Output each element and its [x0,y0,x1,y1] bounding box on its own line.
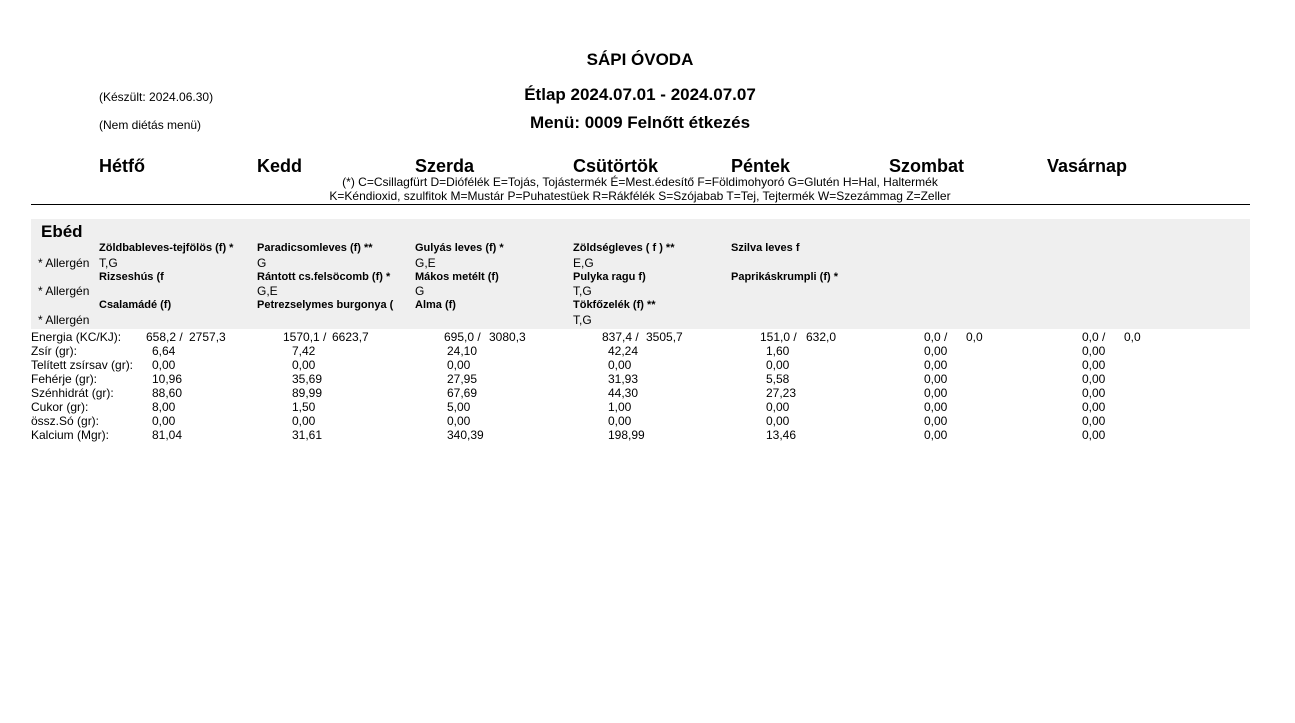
nutrition-value: 0,00 [766,400,790,414]
dish: Petrezselymes burgonya ( [257,299,394,311]
allergen-codes: T,G [99,256,118,270]
day-heading: Csütörtök [573,156,658,176]
nutrition-label: Kalcium (Mgr): [31,428,110,442]
nutrition-value: 0,00 [1082,344,1106,358]
nutrition-value: 340,39 [447,428,484,442]
menu-period: Étlap 2024.07.01 - 2024.07.07 [524,85,756,104]
dish: Paradicsomleves (f) ** [257,242,373,254]
allergen-label: * Allergén [38,313,90,327]
nutrition-value: 42,24 [608,344,639,358]
dish: Rántott cs.felsöcomb (f) * [257,271,391,283]
nutrition-value: 1,50 [292,400,316,414]
day-heading: Hétfő [99,156,145,176]
dish: Pulyka ragu f) [573,271,646,283]
nutrition-value: 88,60 [152,386,183,400]
nutrition-value: 10,96 [152,372,183,386]
nutrition-value: 0,00 [152,414,176,428]
energy-kcal: 695,0 / [444,330,481,344]
nutrition-value: 198,99 [608,428,645,442]
nutrition-label: Telített zsírsav (gr): [31,358,134,372]
nutrition-value: 0,00 [1082,386,1106,400]
nutrition-value: 0,00 [766,358,790,372]
nutrition-value: 1,60 [766,344,790,358]
dish: Mákos metélt (f) [415,271,499,283]
nutrition-value: 0,00 [1082,414,1106,428]
energy-kj: 0,0 [966,330,983,344]
nutrition-value: 0,00 [1082,428,1106,442]
nutrition-label: Zsír (gr): [31,344,77,358]
allergen-codes: T,G [573,284,592,298]
allergen-codes: E,G [573,256,594,270]
nutrition-value: 1,00 [608,400,632,414]
energy-kcal: 658,2 / [146,330,183,344]
nutrition-value: 0,00 [924,344,948,358]
menu-title: Menü: 0009 Felnőtt étkezés [529,113,751,132]
dish: Zöldbableves-tejfölös (f) * [99,242,234,254]
nutrition-value: 8,00 [152,400,176,414]
energy-kcal: 0,0 / [1082,330,1106,344]
nutrition-value: 0,00 [152,358,176,372]
nutrition-value: 0,00 [447,414,471,428]
nutrition-label: Szénhidrát (gr): [31,386,114,400]
nutrition-value: 44,30 [608,386,639,400]
energy-kcal: 837,4 / [602,330,639,344]
nutrition-label: Cukor (gr): [31,400,89,414]
dish: Alma (f) [415,299,456,311]
day-heading: Péntek [731,156,791,176]
nutrition-value: 27,23 [766,386,797,400]
dish: Gulyás leves (f) * [415,242,504,254]
allergen-label: * Allergén [38,284,90,298]
nutrition-label: Energia (KC/KJ): [31,330,122,344]
allergen-codes: G [415,284,425,298]
day-heading: Szerda [415,156,475,176]
energy-kcal: 151,0 / [760,330,797,344]
nutrition-value: 0,00 [292,358,316,372]
nutrition-value: 0,00 [1082,400,1106,414]
dish: Rizseshús (f [99,271,164,283]
dish: Tökfőzelék (f) ** [573,299,656,311]
day-heading: Vasárnap [1047,156,1128,176]
day-heading: Kedd [257,156,302,176]
nutrition-value: 31,93 [608,372,639,386]
nutrition-value: 0,00 [924,400,948,414]
nutrition-value: 31,61 [292,428,323,442]
nutrition-label: Fehérje (gr): [31,372,98,386]
allergen-codes: G,E [257,284,278,298]
day-heading: Szombat [889,156,965,176]
dish: Zöldségleves ( f ) ** [573,242,675,254]
allergen-label: * Allergén [38,256,90,270]
school-name: SÁPI ÓVODA [586,50,694,69]
nutrition-value: 27,95 [447,372,478,386]
dish: Paprikáskrumpli (f) * [731,271,838,283]
dish: Csalamádé (f) [99,299,172,311]
created-date: (Készült: 2024.06.30) [99,90,214,104]
energy-kj: 6623,7 [332,330,369,344]
nutrition-value: 0,00 [924,414,948,428]
nutrition-value: 5,58 [766,372,790,386]
nutrition-value: 5,00 [447,400,471,414]
nutrition-value: 0,00 [608,414,632,428]
allergen-codes: G [257,256,267,270]
nutrition-value: 67,69 [447,386,478,400]
energy-kcal: 0,0 / [924,330,948,344]
nutrition-value: 7,42 [292,344,316,358]
nutrition-value: 0,00 [1082,358,1106,372]
nutrition-value: 13,46 [766,428,797,442]
header-divider [31,204,1250,205]
nutrition-value: 89,99 [292,386,323,400]
dish: Szilva leves f [731,242,800,254]
energy-kj: 3080,3 [489,330,526,344]
nutrition-value: 81,04 [152,428,183,442]
nutrition-value: 6,64 [152,344,176,358]
nutrition-value: 0,00 [1082,372,1106,386]
energy-kcal: 1570,1 / [283,330,327,344]
nutrition-value: 0,00 [924,386,948,400]
nutrition-value: 0,00 [924,372,948,386]
nutrition-value: 0,00 [766,414,790,428]
meal-title: Ebéd [41,222,83,241]
nutrition-value: 0,00 [924,358,948,372]
energy-kj: 2757,3 [189,330,226,344]
energy-kj: 632,0 [806,330,837,344]
allergen-legend-line1: (*) C=Csillagfürt D=Diófélék E=Tojás, Tojástermék É=Mest.édesítő F=Földimohyoró G=Glutén H=Hal, Haltermék [342,175,938,189]
nutrition-value: 0,00 [924,428,948,442]
energy-kj: 3505,7 [646,330,683,344]
nutrition-value: 24,10 [447,344,478,358]
nutrition-label: össz.Só (gr): [31,414,100,428]
allergen-codes: T,G [573,313,592,327]
nutrition-value: 35,69 [292,372,323,386]
nutrition-value: 0,00 [447,358,471,372]
allergen-legend-line2: K=Kéndioxid, szulfitok M=Mustár P=Puhatestüek R=Rákfélék S=Szójabab T=Tej, Tejtermék W=Szezámmag Z=Zeller [329,189,951,203]
energy-kj: 0,0 [1124,330,1141,344]
diet-note: (Nem diétás menü) [99,118,202,132]
nutrition-value: 0,00 [292,414,316,428]
nutrition-value: 0,00 [608,358,632,372]
allergen-codes: G,E [415,256,436,270]
